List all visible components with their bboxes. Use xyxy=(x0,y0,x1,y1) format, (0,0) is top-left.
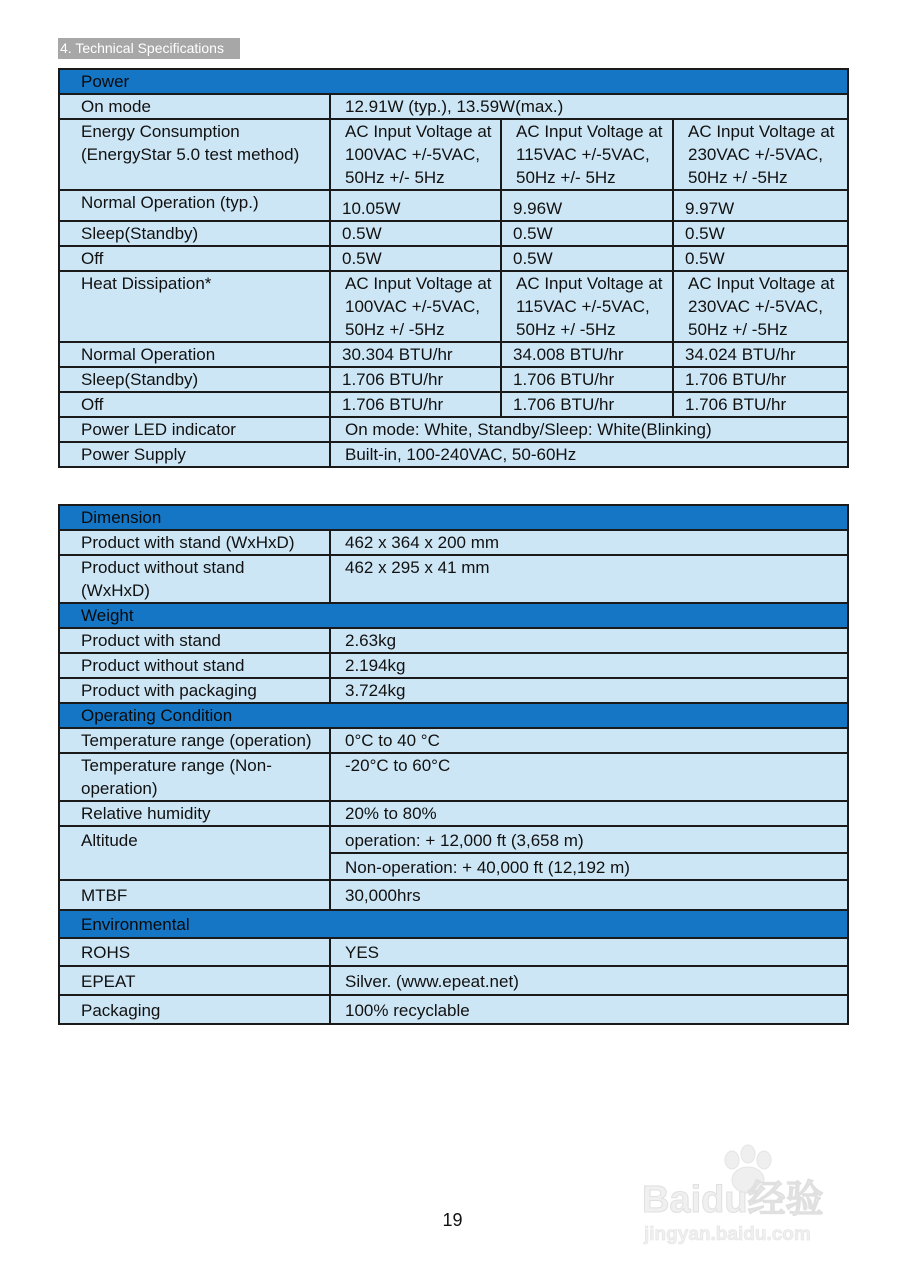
table-row xyxy=(59,753,848,801)
row-label: MTBF xyxy=(59,880,330,910)
row-label: EPEAT xyxy=(59,966,330,995)
row-value: 1.706 BTU/hr xyxy=(673,367,848,392)
environmental-title: Environmental xyxy=(59,910,848,938)
dimension-header-row xyxy=(59,505,848,530)
row-label: Altitude xyxy=(59,826,330,880)
row-value: -20°C to 60°C xyxy=(330,753,848,801)
row-label: Product without stand (WxHxD) xyxy=(59,555,330,603)
row-value: 30,000hrs xyxy=(330,880,848,910)
table-row xyxy=(59,246,848,271)
operating-header-row xyxy=(59,703,848,728)
weight-header-row xyxy=(59,603,848,628)
row-label: Sleep(Standby) xyxy=(59,221,330,246)
row-value: 34.024 BTU/hr xyxy=(673,342,848,367)
section-title: 4. Technical Specifications xyxy=(58,38,240,59)
row-label: Sleep(Standby) xyxy=(59,367,330,392)
row-label: Product with stand xyxy=(59,628,330,653)
row-label: Energy Consumption (EnergyStar 5.0 test method) xyxy=(59,119,330,190)
row-value: 1.706 BTU/hr xyxy=(501,392,673,417)
table-row xyxy=(59,555,848,603)
row-value: 30.304 BTU/hr xyxy=(330,342,501,367)
table-row xyxy=(59,190,848,221)
row-value: 0.5W xyxy=(501,246,673,271)
row-label: On mode xyxy=(59,94,330,119)
row-value: AC Input Voltage at 230VAC +/-5VAC, 50Hz +/ -5Hz xyxy=(673,271,848,342)
row-value: 0°C to 40 °C xyxy=(330,728,848,753)
power-header-row xyxy=(59,69,848,94)
row-value: 10.05W xyxy=(330,190,501,221)
row-value: 1.706 BTU/hr xyxy=(673,392,848,417)
row-value: 1.706 BTU/hr xyxy=(330,392,501,417)
power-title: Power xyxy=(59,69,848,94)
row-value: operation: + 12,000 ft (3,658 m) xyxy=(330,826,848,853)
baidu-jingyan-watermark xyxy=(640,1140,860,1250)
weight-title: Weight xyxy=(59,603,848,628)
row-label: Product with packaging xyxy=(59,678,330,703)
table-row xyxy=(59,417,848,442)
table-row xyxy=(59,367,848,392)
row-label: Power LED indicator xyxy=(59,417,330,442)
table-row xyxy=(59,94,848,119)
row-value: 0.5W xyxy=(330,221,501,246)
row-value: AC Input Voltage at 230VAC +/-5VAC, 50Hz +/ -5Hz xyxy=(673,119,848,190)
row-label: Heat Dissipation* xyxy=(59,271,330,342)
row-value: 0.5W xyxy=(330,246,501,271)
row-value: 12.91W (typ.), 13.59W(max.) xyxy=(330,94,848,119)
row-value: Non-operation: + 40,000 ft (12,192 m) xyxy=(330,853,848,880)
row-value: AC Input Voltage at 100VAC +/-5VAC, 50Hz +/ -5Hz xyxy=(330,271,501,342)
table-row xyxy=(59,801,848,826)
row-value: Built-in, 100-240VAC, 50-60Hz xyxy=(330,442,848,467)
row-value: 100% recyclable xyxy=(330,995,848,1024)
table-row xyxy=(59,938,848,966)
table-row xyxy=(59,826,848,853)
dimension-title: Dimension xyxy=(59,505,848,530)
row-value: Silver. (www.epeat.net) xyxy=(330,966,848,995)
table-row xyxy=(59,880,848,910)
row-label: Normal Operation (typ.) xyxy=(59,190,330,221)
row-value: 9.97W xyxy=(673,190,848,221)
row-label: Product without stand xyxy=(59,653,330,678)
environmental-header-row xyxy=(59,910,848,938)
row-value: AC Input Voltage at 115VAC +/-5VAC, 50Hz +/- 5Hz xyxy=(501,119,673,190)
row-label: ROHS xyxy=(59,938,330,966)
table-row xyxy=(59,653,848,678)
row-value: AC Input Voltage at 115VAC +/-5VAC, 50Hz +/ -5Hz xyxy=(501,271,673,342)
row-label: Off xyxy=(59,392,330,417)
row-value: On mode: White, Standby/Sleep: White(Blinking) xyxy=(330,417,848,442)
row-value: 0.5W xyxy=(673,246,848,271)
table-row xyxy=(59,678,848,703)
table-row xyxy=(59,392,848,417)
row-label: Temperature range (operation) xyxy=(59,728,330,753)
row-value: 3.724kg xyxy=(330,678,848,703)
table-row xyxy=(59,995,848,1024)
row-label: Normal Operation xyxy=(59,342,330,367)
row-value: 34.008 BTU/hr xyxy=(501,342,673,367)
svg-text:Baidu经验: Baidu经验 xyxy=(642,1179,824,1221)
row-value: 2.194kg xyxy=(330,653,848,678)
power-spec-table xyxy=(58,68,849,468)
row-label: Relative humidity xyxy=(59,801,330,826)
row-label: Product with stand (WxHxD) xyxy=(59,530,330,555)
table-row xyxy=(59,628,848,653)
row-value: 1.706 BTU/hr xyxy=(501,367,673,392)
table-row xyxy=(59,530,848,555)
table-row xyxy=(59,119,848,190)
row-value: 2.63kg xyxy=(330,628,848,653)
row-value: 0.5W xyxy=(673,221,848,246)
row-label: Off xyxy=(59,246,330,271)
row-label: Packaging xyxy=(59,995,330,1024)
row-label: Temperature range (Non- operation) xyxy=(59,753,330,801)
table-row xyxy=(59,271,848,342)
row-value: YES xyxy=(330,938,848,966)
table-row xyxy=(59,221,848,246)
operating-title: Operating Condition xyxy=(59,703,848,728)
table-row xyxy=(59,342,848,367)
row-value: 0.5W xyxy=(501,221,673,246)
row-value: 462 x 295 x 41 mm xyxy=(330,555,848,603)
row-value: 20% to 80% xyxy=(330,801,848,826)
physical-spec-table xyxy=(58,504,849,1025)
row-value: AC Input Voltage at 100VAC +/-5VAC, 50Hz +/- 5Hz xyxy=(330,119,501,190)
row-value: 462 x 364 x 200 mm xyxy=(330,530,848,555)
svg-text:jingyan.baidu.com: jingyan.baidu.com xyxy=(644,1224,811,1245)
table-row xyxy=(59,966,848,995)
page-number: 19 xyxy=(442,1210,463,1230)
row-label: Power Supply xyxy=(59,442,330,467)
table-row xyxy=(59,728,848,753)
table-row xyxy=(59,442,848,467)
row-value: 9.96W xyxy=(501,190,673,221)
row-value: 1.706 BTU/hr xyxy=(330,367,501,392)
